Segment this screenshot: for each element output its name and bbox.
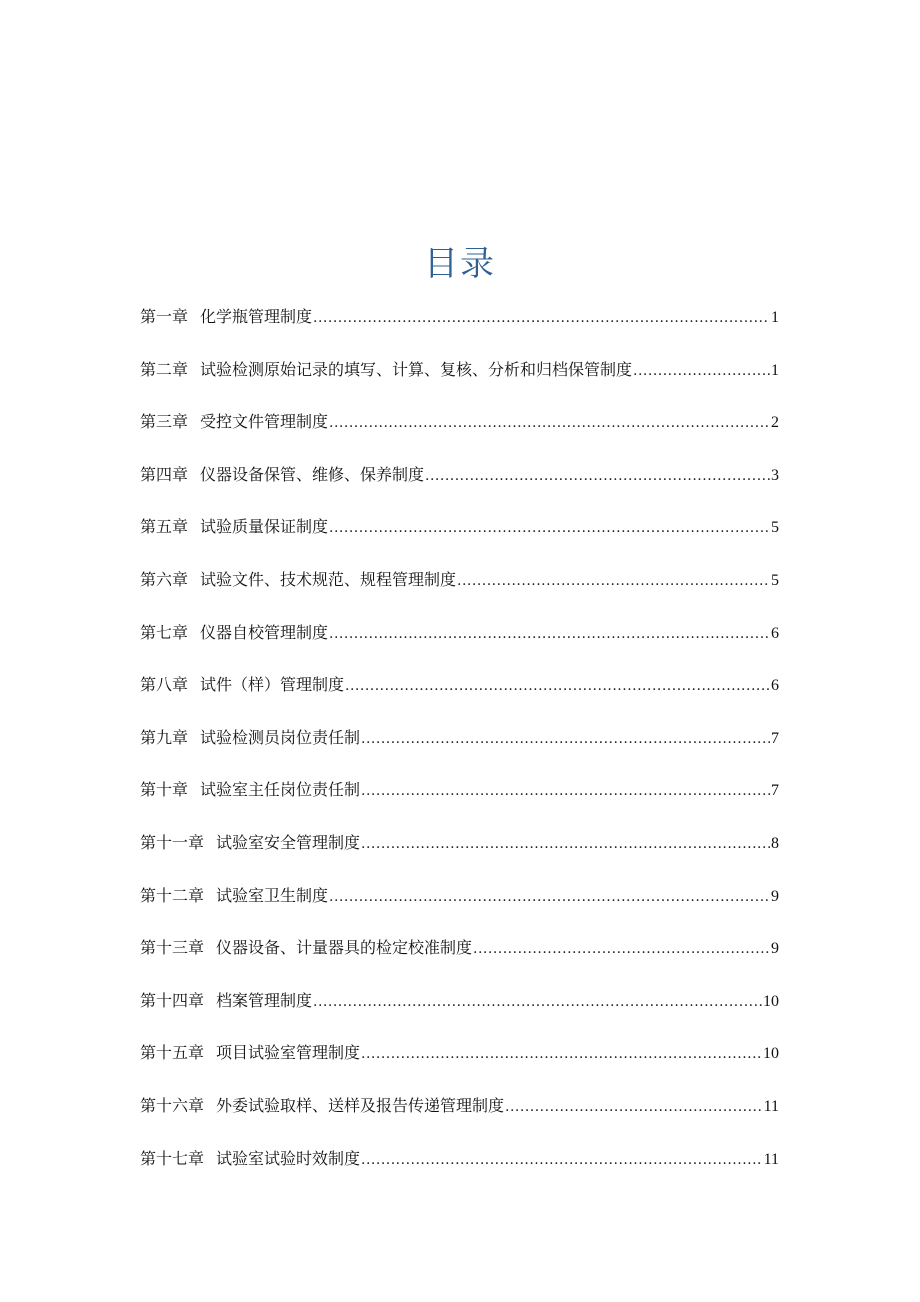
chapter-title: 仪器设备保管、维修、保养制度: [200, 464, 425, 484]
chapter-title: 仪器自校管理制度: [200, 622, 329, 642]
page-number: 7: [771, 729, 779, 747]
toc-entry[interactable]: [140, 355, 779, 408]
toc-entry[interactable]: [140, 881, 779, 934]
page-number: 10: [763, 992, 779, 1010]
toc-entry[interactable]: [140, 407, 779, 460]
chapter-number: 第七章: [140, 622, 189, 642]
chapter-number: 第十六章: [140, 1095, 205, 1115]
chapter-title: 档案管理制度: [216, 990, 313, 1010]
dot-leader: [361, 724, 770, 754]
dot-leader: [345, 671, 770, 701]
chapter-number: 第十四章: [140, 990, 205, 1010]
chapter-title: 项目试验室管理制度: [216, 1043, 361, 1063]
dot-leader: [457, 566, 770, 596]
toc-entry[interactable]: [140, 723, 779, 776]
dot-leader: [473, 934, 770, 964]
page-number: 1: [771, 361, 779, 379]
dot-leader: [361, 776, 770, 806]
chapter-number: 第四章: [140, 464, 189, 484]
toc-entry[interactable]: [140, 302, 779, 355]
page-number: 3: [771, 466, 779, 484]
chapter-title: 试验室卫生制度: [216, 885, 329, 905]
page-title: 目录: [424, 244, 496, 284]
page-number: 2: [771, 414, 779, 432]
chapter-title: 外委试验取样、送样及报告传递管理制度: [216, 1095, 505, 1115]
toc-entry[interactable]: [140, 512, 779, 565]
chapter-title: 试验检测原始记录的填写、计算、复核、分析和归档保管制度: [200, 359, 633, 379]
page-number: 11: [763, 1097, 779, 1115]
page-number: 5: [771, 519, 779, 537]
toc-entry[interactable]: [140, 460, 779, 513]
dot-leader: [633, 356, 770, 386]
toc-entry[interactable]: [140, 775, 779, 828]
chapter-title: 化学瓶管理制度: [200, 307, 313, 326]
chapter-title: 试验质量保证制度: [200, 517, 329, 537]
chapter-number: 第十五章: [140, 1043, 205, 1063]
chapter-number: 第十二章: [140, 885, 205, 905]
toc-entry[interactable]: [140, 1144, 779, 1197]
dot-leader: [505, 1092, 763, 1122]
dot-leader: [425, 461, 770, 491]
page-number: 9: [771, 887, 779, 905]
toc-entry[interactable]: [140, 828, 779, 881]
page-number: 6: [771, 624, 779, 642]
chapter-number: 第二章: [140, 359, 189, 379]
chapter-title: 试验室主任岗位责任制: [200, 780, 361, 800]
chapter-number: 第十七章: [140, 1148, 205, 1168]
chapter-number: 第五章: [140, 517, 189, 537]
chapter-number: 第六章: [140, 569, 189, 589]
chapter-number: 第三章: [140, 412, 189, 432]
toc-entry[interactable]: [140, 1091, 779, 1144]
toc-entry[interactable]: [140, 618, 779, 671]
dot-leader: [361, 829, 770, 859]
chapter-title: 试验室试验时效制度: [216, 1148, 361, 1168]
chapter-number: 第九章: [140, 727, 189, 747]
page-number: 5: [771, 571, 779, 589]
toc-entry[interactable]: [140, 670, 779, 723]
page-number: 8: [771, 834, 779, 852]
dot-leader: [313, 987, 762, 1017]
chapter-title: 试验文件、技术规范、规程管理制度: [200, 569, 457, 589]
chapter-title: 试件（样）管理制度: [200, 675, 345, 695]
dot-leader: [313, 303, 770, 333]
toc-list: [140, 302, 779, 1196]
dot-leader: [361, 1145, 763, 1175]
page-number: 1: [771, 309, 779, 326]
toc-entry[interactable]: [140, 933, 779, 986]
page-number: 7: [771, 782, 779, 800]
dot-leader: [329, 882, 770, 912]
page-number: 10: [763, 1045, 779, 1063]
chapter-number: 第十三章: [140, 938, 205, 958]
chapter-title: 仪器设备、计量器具的检定校准制度: [216, 938, 473, 958]
chapter-number: 第八章: [140, 675, 189, 695]
chapter-title: 受控文件管理制度: [200, 412, 329, 432]
page-number: 9: [771, 940, 779, 958]
page-number: 11: [763, 1150, 779, 1168]
toc-entry[interactable]: [140, 986, 779, 1039]
dot-leader: [329, 408, 770, 438]
chapter-title: 试验室安全管理制度: [216, 832, 361, 852]
chapter-title: 试验检测员岗位责任制: [200, 727, 361, 747]
page-number: 6: [771, 677, 779, 695]
toc-entry[interactable]: [140, 1038, 779, 1091]
chapter-number: 第十章: [140, 780, 189, 800]
dot-leader: [329, 619, 770, 649]
dot-leader: [329, 513, 770, 543]
chapter-number: 第十一章: [140, 832, 205, 852]
chapter-number: 第一章: [140, 307, 189, 326]
dot-leader: [361, 1039, 762, 1069]
toc-entry[interactable]: [140, 565, 779, 618]
